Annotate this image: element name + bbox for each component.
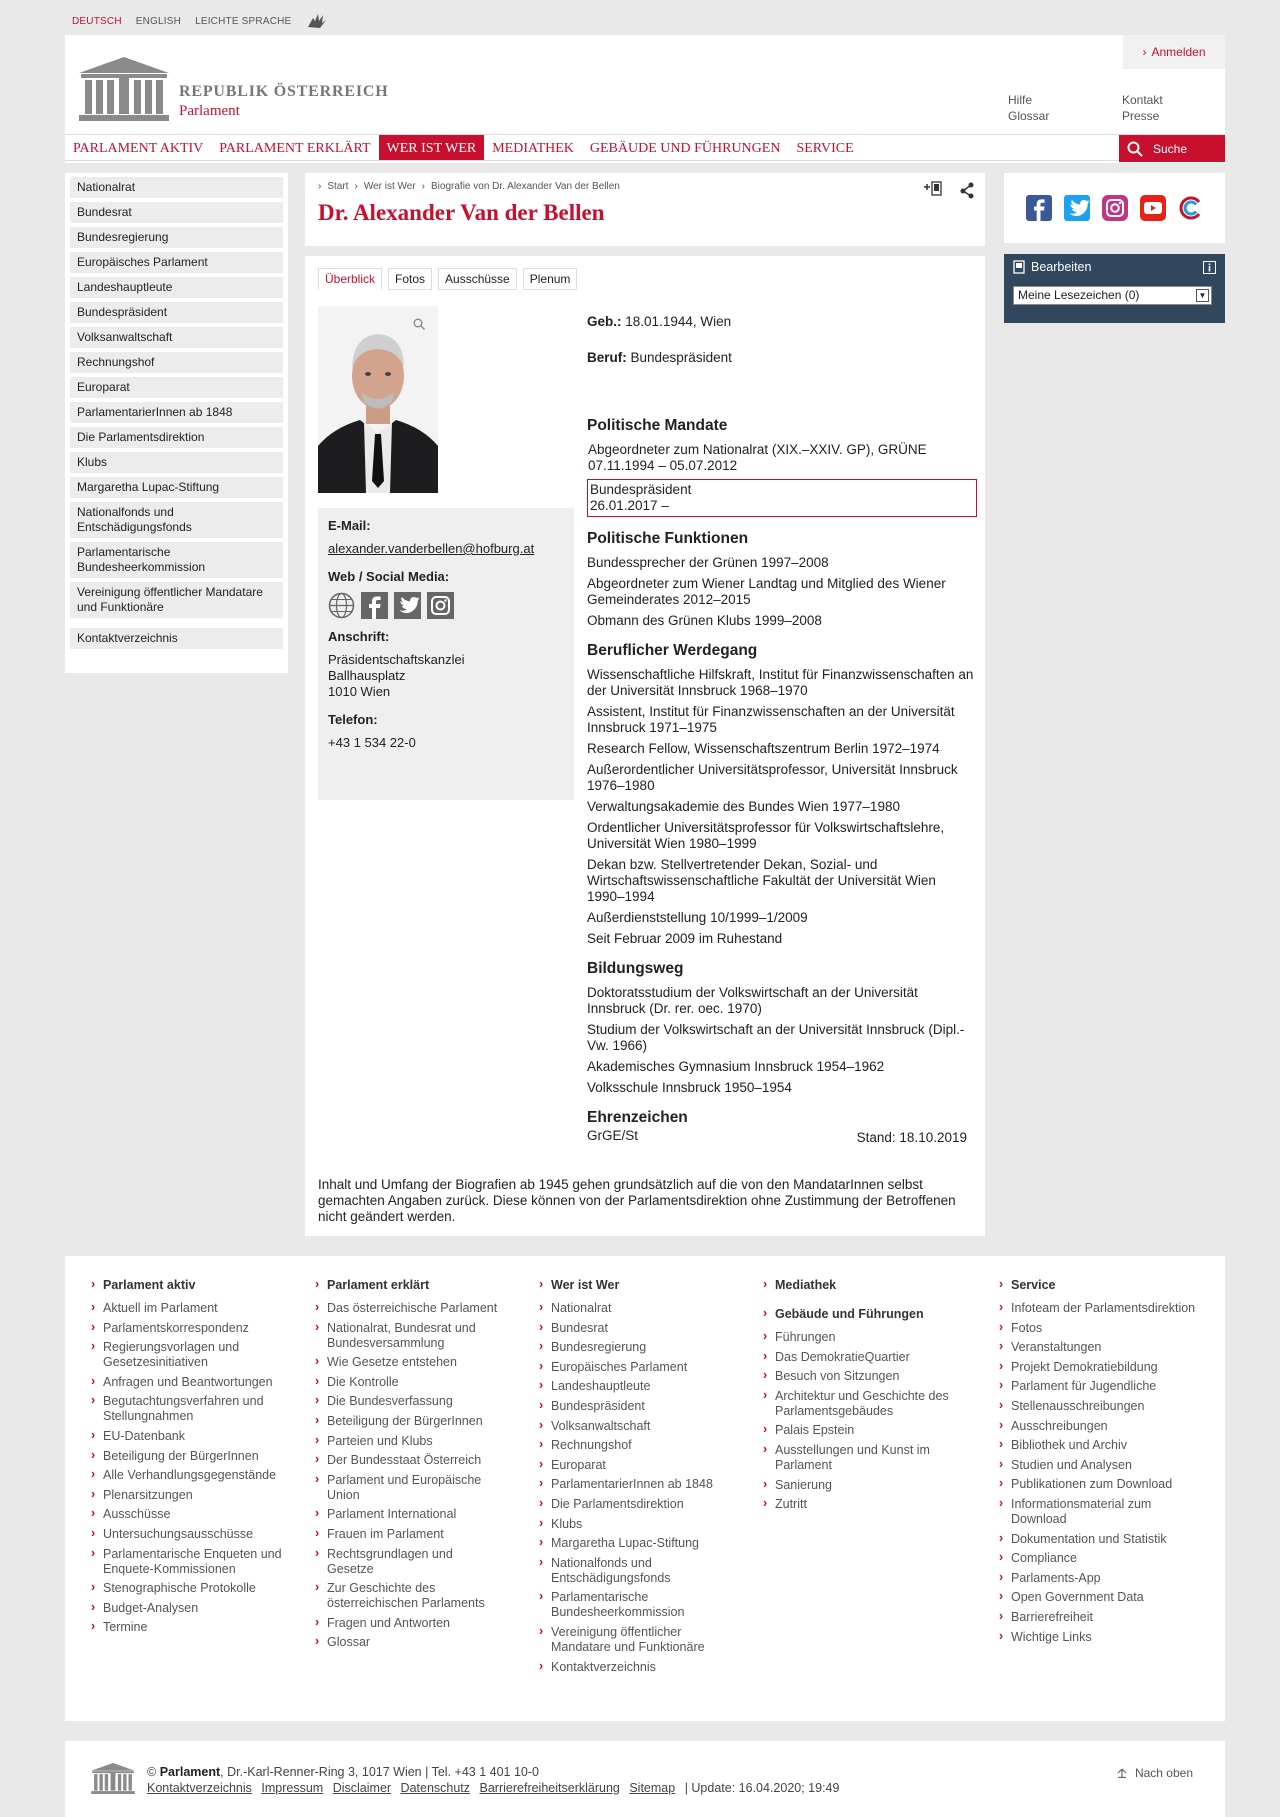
back-to-top-button[interactable] bbox=[1117, 1766, 1193, 1780]
portrait-photo[interactable] bbox=[318, 306, 438, 493]
address-label: Anschrift: bbox=[328, 629, 390, 644]
footer-link[interactable]: › Europarat bbox=[539, 1458, 724, 1473]
footer-link[interactable]: › Der Bundesstaat Österreich bbox=[315, 1453, 500, 1468]
bottom-bar bbox=[65, 1741, 1225, 1817]
mandate-text: Bundespräsident bbox=[590, 482, 692, 497]
list-item: Obmann des Grünen Klubs 1999–2008 bbox=[587, 613, 822, 628]
footer-link[interactable]: › Rechtsgrundlagen und Gesetze bbox=[315, 1547, 500, 1577]
birth-label: Geb.: bbox=[587, 314, 622, 329]
list-item: Bundessprecher der Grünen 1997–2008 bbox=[587, 555, 829, 570]
org-name: Parlament bbox=[159, 1765, 221, 1779]
footer-heading[interactable]: › Parlament erklärt bbox=[315, 1278, 500, 1293]
social-links bbox=[328, 592, 564, 619]
tab-plenum[interactable]: Plenum bbox=[523, 268, 578, 290]
footer-link[interactable]: › Dokumentation und Statistik bbox=[999, 1532, 1199, 1547]
footer-link[interactable]: › Parlamentarische Bundesheerkommission bbox=[539, 1590, 724, 1620]
footer-link[interactable]: › Ausschreibungen bbox=[999, 1419, 1199, 1434]
email-link[interactable]: alexander.vanderbellen@hofburg.at bbox=[328, 541, 535, 556]
imprint-line bbox=[147, 1764, 839, 1780]
nav-service[interactable]: SERVICE bbox=[796, 141, 854, 156]
footer-link[interactable]: › Budget-Analysen bbox=[91, 1601, 301, 1616]
sidebar-item[interactable]: Nationalfonds und Entschädigungsfonds bbox=[70, 502, 283, 538]
add-bookmark-icon[interactable] bbox=[923, 181, 943, 199]
footer-link[interactable]: › Vereinigung öffentlicher Mandatare und Funktionäre bbox=[539, 1625, 724, 1655]
footer-link[interactable]: › Klubs bbox=[539, 1517, 724, 1532]
profession-value: Bundespräsident bbox=[630, 350, 732, 365]
lang-leichte-sprache[interactable]: LEICHTE SPRACHE bbox=[195, 15, 292, 27]
sidebar-item[interactable]: ParlamentarierInnen ab 1848 bbox=[70, 402, 283, 423]
footer-link[interactable]: › Palais Epstein bbox=[763, 1423, 953, 1438]
link-datenschutz[interactable]: Datenschutz bbox=[400, 1781, 471, 1795]
bookmark-panel-title: Bearbeiten bbox=[1031, 260, 1092, 274]
list-item: Akademisches Gymnasium Innsbruck 1954–1962 bbox=[587, 1059, 885, 1074]
address-line: 1010 Wien bbox=[328, 684, 391, 699]
footer-heading[interactable]: › Mediathek bbox=[763, 1278, 953, 1293]
update-date: | Update: 16.04.2020; 19:49 bbox=[684, 1781, 840, 1795]
breadcrumb-current: Biografie von Dr. Alexander Van der Bellen bbox=[431, 181, 620, 192]
footer bbox=[65, 1256, 1225, 1721]
profession-info bbox=[587, 350, 977, 366]
footer-link[interactable]: › Wie Gesetze entstehen bbox=[315, 1355, 500, 1370]
brand-subtitle: Parlament bbox=[179, 103, 240, 119]
list-item: Volksschule Innsbruck 1950–1954 bbox=[587, 1080, 792, 1095]
page-title: Dr. Alexander Van der Bellen bbox=[318, 200, 605, 225]
footer-link[interactable]: › Stellenausschreibungen bbox=[999, 1399, 1199, 1414]
nav-wer-ist-wer[interactable]: WER IST WER bbox=[379, 135, 485, 160]
footer-col-parlament-erklaert bbox=[315, 1278, 500, 1655]
link-glossar[interactable]: Glossar bbox=[1008, 109, 1050, 123]
list-item: Dekan bzw. Stellvertretender Dekan, Sozial- und Wirtschaftswissenschaftliche Fakultät der Universität Wien 1990–1994 bbox=[587, 857, 936, 904]
link-presse[interactable]: Presse bbox=[1122, 109, 1160, 123]
footer-link[interactable]: › Infoteam der Parlamentsdirektion bbox=[999, 1301, 1199, 1316]
tab-ueberblick[interactable]: Überblick bbox=[318, 268, 382, 290]
social-card bbox=[1004, 173, 1225, 243]
nav-mediathek[interactable]: MEDIATHEK bbox=[492, 141, 574, 156]
footer-link[interactable]: › Untersuchungsausschüsse bbox=[91, 1527, 301, 1542]
footer-link[interactable]: › EU-Datenbank bbox=[91, 1429, 301, 1444]
footer-link[interactable]: › Bundespräsident bbox=[539, 1399, 724, 1414]
section-ehrenzeichen: Ehrenzeichen bbox=[587, 1109, 688, 1126]
list-item: Außerordentlicher Universitätsprofessor, Universität Innsbruck 1976–1980 bbox=[587, 762, 958, 793]
instagram-icon[interactable] bbox=[427, 592, 454, 619]
nav-parlament-erklaert[interactable]: PARLAMENT ERKLÄRT bbox=[219, 141, 371, 156]
footer-link[interactable]: › Termine bbox=[91, 1620, 301, 1635]
birth-info bbox=[587, 314, 977, 330]
section-werdegang: Beruflicher Werdegang bbox=[587, 642, 758, 659]
footer-link[interactable]: › Nationalrat bbox=[539, 1301, 724, 1316]
chevron-right-icon: › bbox=[1142, 45, 1147, 59]
footer-link[interactable]: › Das DemokratieQuartier bbox=[763, 1350, 953, 1365]
breadcrumb-start[interactable]: Start bbox=[327, 181, 349, 192]
twitter-icon[interactable] bbox=[394, 592, 421, 619]
list-item: Außerdienststellung 10/1999–1/2009 bbox=[587, 910, 808, 925]
footer-link[interactable]: › Bundesrat bbox=[539, 1321, 724, 1336]
list-item: Verwaltungsakademie des Bundes Wien 1977–1980 bbox=[587, 799, 900, 814]
search-icon bbox=[1127, 141, 1143, 157]
birth-value: 18.01.1944, Wien bbox=[625, 314, 732, 329]
section-funktionen: Politische Funktionen bbox=[587, 530, 749, 547]
footer-link[interactable]: › ParlamentarierInnen ab 1848 bbox=[539, 1477, 724, 1492]
language-bar bbox=[72, 12, 329, 30]
section-bildung: Bildungsweg bbox=[587, 960, 684, 977]
mandate-text: Abgeordneter zum Nationalrat (XIX.–XXIV. GP), GRÜNE bbox=[588, 442, 927, 457]
link-impressum[interactable]: Impressum bbox=[261, 1781, 324, 1795]
sidebar-item[interactable]: Margaretha Lupac-Stiftung bbox=[70, 477, 283, 498]
nav-gebaeude[interactable]: GEBÄUDE UND FÜHRUNGEN bbox=[589, 141, 781, 156]
web-social-label: Web / Social Media: bbox=[328, 569, 450, 584]
footer-link[interactable]: › Besuch von Sitzungen bbox=[763, 1369, 953, 1384]
chevron-down-icon: ▼ bbox=[1196, 289, 1209, 302]
chevron-icon: › bbox=[318, 181, 322, 192]
footer-link[interactable]: › Architektur und Geschichte des Parlamentsgebäudes bbox=[763, 1389, 953, 1419]
sidebar-item[interactable]: Bundesregierung bbox=[70, 227, 283, 248]
footer-link[interactable]: › Beteiligung der BürgerInnen bbox=[315, 1414, 500, 1429]
tab-ausschuesse[interactable]: Ausschüsse bbox=[438, 268, 517, 290]
footer-link[interactable]: › Die Bundesverfassung bbox=[315, 1394, 500, 1409]
footer-link[interactable]: › Kontaktverzeichnis bbox=[539, 1660, 724, 1675]
link-disclaimer[interactable]: Disclaimer bbox=[332, 1781, 392, 1795]
sidebar-item[interactable]: Europäisches Parlament bbox=[70, 252, 283, 273]
footer-link[interactable]: › Begutachtungsverfahren und Stellungnahmen bbox=[91, 1394, 301, 1424]
footer-col-service bbox=[999, 1278, 1199, 1649]
footer-link[interactable]: › Studien und Analysen bbox=[999, 1458, 1199, 1473]
footer-link[interactable]: › Nationalrat, Bundesrat und Bundesversammlung bbox=[315, 1321, 500, 1351]
footer-link[interactable]: › Alle Verhandlungsgegenstände bbox=[91, 1468, 301, 1483]
code-stand-row bbox=[587, 1128, 977, 1144]
tab-fotos[interactable]: Fotos bbox=[388, 268, 432, 290]
footer-link[interactable]: › Parlamentarische Enqueten und Enquete-Kommissionen bbox=[91, 1547, 301, 1577]
footer-link[interactable]: › Compliance bbox=[999, 1551, 1199, 1566]
link-kontakt[interactable]: Kontakt bbox=[1122, 93, 1163, 107]
footer-link[interactable]: › Parlament für Jugendliche bbox=[999, 1379, 1199, 1394]
imprint bbox=[147, 1764, 839, 1796]
footer-link[interactable]: › Sanierung bbox=[763, 1478, 953, 1493]
info-icon[interactable] bbox=[1203, 261, 1216, 274]
sidebar-item[interactable]: Klubs bbox=[70, 452, 283, 473]
footer-link[interactable]: › Wichtige Links bbox=[999, 1630, 1199, 1645]
footer-link[interactable]: › Die Kontrolle bbox=[315, 1375, 500, 1390]
sidebar-item[interactable]: Die Parlamentsdirektion bbox=[70, 427, 283, 448]
footer-link[interactable]: › Bundesregierung bbox=[539, 1340, 724, 1355]
list-item: Doktoratsstudium der Volkswirtschaft an der Universität Innsbruck (Dr. rer. oec. 1970) bbox=[587, 985, 918, 1016]
sidebar-item[interactable]: Landeshauptleute bbox=[70, 277, 283, 298]
biography-content bbox=[305, 256, 985, 1236]
twitter-icon[interactable] bbox=[1064, 195, 1090, 221]
copyright-symbol: © bbox=[147, 1765, 157, 1779]
mandate-period: 07.11.1994 – 05.07.2012 bbox=[588, 458, 738, 473]
footer-link[interactable]: › Das österreichische Parlament bbox=[315, 1301, 500, 1316]
sidebar-item[interactable]: Bundespräsident bbox=[70, 302, 283, 323]
zoom-icon[interactable] bbox=[413, 318, 425, 330]
footer-link[interactable]: › Parlament und Europäische Union bbox=[315, 1473, 500, 1503]
footer-link[interactable]: › Europäisches Parlament bbox=[539, 1360, 724, 1375]
footer-col-wer-ist-wer bbox=[539, 1278, 724, 1679]
link-hilfe[interactable]: Hilfe bbox=[1008, 93, 1033, 107]
footer-link[interactable]: › Aktuell im Parlament bbox=[91, 1301, 301, 1316]
org-address: , Dr.-Karl-Renner-Ring 3, 1017 Wien | Tel. +43 1 401 10-0 bbox=[220, 1765, 539, 1779]
footer-link[interactable]: › Parlaments-App bbox=[999, 1571, 1199, 1586]
party-code: GrGE/St bbox=[587, 1128, 639, 1143]
tab-bar bbox=[318, 268, 577, 290]
footer-heading[interactable]: › Gebäude und Führungen bbox=[763, 1307, 953, 1322]
sidebar-item[interactable]: Vereinigung öffentlicher Mandatare und Funktionäre bbox=[70, 582, 283, 618]
contact-box bbox=[318, 508, 574, 800]
sign-language-icon[interactable] bbox=[305, 12, 329, 30]
footer-link[interactable]: › Open Government Data bbox=[999, 1590, 1199, 1605]
footer-link[interactable]: › Informationsmaterial zum Download bbox=[999, 1497, 1199, 1527]
footer-link[interactable]: › Landeshauptleute bbox=[539, 1379, 724, 1394]
site-header bbox=[65, 35, 1225, 163]
link-barrierefreiheit[interactable]: Barrierefreiheitserklärung bbox=[479, 1781, 620, 1795]
footer-link[interactable]: › Frauen im Parlament bbox=[315, 1527, 500, 1542]
footer-col-mediathek bbox=[763, 1278, 953, 1517]
footer-link[interactable]: › Nationalfonds und Entschädigungsfonds bbox=[539, 1556, 724, 1586]
chevron-icon: › bbox=[354, 181, 358, 192]
login-label: Anmelden bbox=[1151, 45, 1206, 59]
footer-link[interactable]: › Rechnungshof bbox=[539, 1438, 724, 1453]
list-item: Studium der Volkswirtschaft an der Universität Innsbruck (Dipl.-Vw. 1966) bbox=[587, 1022, 965, 1053]
main-nav bbox=[65, 134, 1225, 161]
list-item: Wissenschaftliche Hilfskraft, Institut für Finanzwissenschaften an der Universität Innsbruck 1968–1970 bbox=[587, 667, 974, 698]
sidebar-item[interactable]: Rechnungshof bbox=[70, 352, 283, 373]
footer-link[interactable]: › Glossar bbox=[315, 1635, 500, 1650]
bookmark-panel-header bbox=[1013, 260, 1216, 274]
email-label: E-Mail: bbox=[328, 518, 371, 533]
biography-details bbox=[587, 314, 977, 1144]
footer-link[interactable]: › Bibliothek und Archiv bbox=[999, 1438, 1199, 1453]
sidebar bbox=[65, 173, 288, 673]
footer-heading[interactable]: › Parlament aktiv bbox=[91, 1278, 301, 1293]
footer-link[interactable]: › Volksanwaltschaft bbox=[539, 1419, 724, 1434]
footer-heading[interactable]: › Service bbox=[999, 1278, 1199, 1293]
footer-link[interactable]: › Führungen bbox=[763, 1330, 953, 1345]
lang-deutsch[interactable]: DEUTSCH bbox=[72, 15, 122, 27]
parliament-logo[interactable] bbox=[79, 55, 169, 121]
list-item: Assistent, Institut für Finanzwissenschaften an der Universität Innsbruck 1971–1975 bbox=[587, 704, 955, 735]
brand[interactable] bbox=[179, 83, 388, 120]
list-item: Abgeordneter zum Wiener Landtag und Mitglied des Wiener Gemeinderates 2012–2015 bbox=[587, 576, 946, 607]
footer-link[interactable]: › Ausstellungen und Kunst im Parlament bbox=[763, 1443, 953, 1473]
header-links-right bbox=[1122, 92, 1163, 124]
footer-link[interactable]: › Veranstaltungen bbox=[999, 1340, 1199, 1355]
footer-link[interactable]: › Parteien und Klubs bbox=[315, 1434, 500, 1449]
header-links-left bbox=[1008, 92, 1049, 124]
list-item: Seit Februar 2009 im Ruhestand bbox=[587, 931, 783, 946]
phone-label: Telefon: bbox=[328, 712, 378, 727]
brand-title: REPUBLIK ÖSTERREICH bbox=[179, 83, 389, 100]
instagram-icon[interactable] bbox=[1102, 195, 1128, 221]
address-line: Präsidentschaftskanzlei bbox=[328, 652, 465, 667]
sidebar-item[interactable]: Parlamentarische Bundesheerkommission bbox=[70, 542, 283, 578]
footer-link[interactable]: › Anfragen und Beantwortungen bbox=[91, 1375, 301, 1390]
footer-link[interactable]: › Regierungsvorlagen und Gesetzesinitiativen bbox=[91, 1340, 301, 1370]
share-icon[interactable] bbox=[959, 181, 975, 199]
facebook-icon[interactable] bbox=[1026, 195, 1052, 221]
disclaimer: Inhalt und Umfang der Biografien ab 1945 gehen grundsätzlich auf die von den MandatarInnen selbst gemachten Angaben zurück. Diese können von der Parlamentsdirektion ohne Zustimmung der Betroffenen nicht geändert werden. bbox=[318, 1177, 956, 1224]
parliament-app-icon[interactable] bbox=[1178, 195, 1204, 221]
mandate-entry-current bbox=[587, 479, 977, 517]
footer-link[interactable]: › Plenarsitzungen bbox=[91, 1488, 301, 1503]
list-item: Ordentlicher Universitätsprofessor für Volkswirtschaftslehre, Universität Wien 1980–1999 bbox=[587, 820, 945, 851]
sidebar-item[interactable]: Nationalrat bbox=[70, 177, 283, 198]
mandate-period: 26.01.2017 – bbox=[590, 498, 669, 513]
sidebar-item[interactable]: Bundesrat bbox=[70, 202, 283, 223]
phone-number: +43 1 534 22-0 bbox=[328, 735, 416, 750]
bookmark-icon bbox=[1013, 260, 1025, 274]
footer-link[interactable]: › Zur Geschichte des österreichischen Parlaments bbox=[315, 1581, 500, 1611]
search-button[interactable] bbox=[1119, 135, 1225, 162]
youtube-icon[interactable] bbox=[1140, 195, 1166, 221]
footer-link[interactable]: › Parlament International bbox=[315, 1507, 500, 1522]
footer-link[interactable]: › Stenographische Protokolle bbox=[91, 1581, 301, 1596]
footer-link[interactable]: › Fotos bbox=[999, 1321, 1199, 1336]
footer-link[interactable]: › Margaretha Lupac-Stiftung bbox=[539, 1536, 724, 1551]
link-sitemap[interactable]: Sitemap bbox=[629, 1781, 676, 1795]
login-button[interactable] bbox=[1123, 35, 1225, 69]
sidebar-item[interactable]: Europarat bbox=[70, 377, 283, 398]
imprint-links bbox=[147, 1780, 839, 1796]
globe-icon[interactable] bbox=[328, 592, 355, 619]
bookmarks-select[interactable] bbox=[1013, 286, 1212, 305]
footer-link[interactable]: › Publikationen zum Download bbox=[999, 1477, 1199, 1492]
sidebar-item[interactable]: Kontaktverzeichnis bbox=[70, 628, 283, 649]
bookmarks-select-value: Meine Lesezeichen (0) bbox=[1018, 288, 1140, 302]
footer-link[interactable]: › Fragen und Antworten bbox=[315, 1616, 500, 1631]
footer-link[interactable]: › Die Parlamentsdirektion bbox=[539, 1497, 724, 1512]
profession-label: Beruf: bbox=[587, 350, 627, 365]
breadcrumb bbox=[318, 181, 972, 192]
footer-link[interactable]: › Zutritt bbox=[763, 1497, 953, 1512]
chevron-icon: › bbox=[421, 181, 426, 192]
address-line: Ballhausplatz bbox=[328, 668, 406, 683]
title-card bbox=[305, 173, 985, 246]
footer-link[interactable]: › Ausschüsse bbox=[91, 1507, 301, 1522]
footer-link[interactable]: › Parlamentskorrespondenz bbox=[91, 1321, 301, 1336]
footer-link[interactable]: › Projekt Demokratiebildung bbox=[999, 1360, 1199, 1375]
lang-english[interactable]: ENGLISH bbox=[135, 15, 182, 27]
link-kontaktverzeichnis[interactable]: Kontaktverzeichnis bbox=[147, 1781, 252, 1795]
footer-link[interactable]: › Beteiligung der BürgerInnen bbox=[91, 1449, 301, 1464]
mandate-entry bbox=[587, 442, 977, 474]
parliament-logo-small[interactable] bbox=[91, 1762, 135, 1794]
section-mandate: Politische Mandate bbox=[587, 417, 728, 434]
list-item: Research Fellow, Wissenschaftszentrum Berlin 1972–1974 bbox=[587, 741, 940, 756]
bookmark-panel bbox=[1004, 254, 1225, 323]
back-to-top-label: Nach oben bbox=[1134, 1766, 1193, 1780]
nav-parlament-aktiv[interactable]: PARLAMENT AKTIV bbox=[73, 141, 204, 156]
footer-col-parlament-aktiv bbox=[91, 1278, 301, 1640]
footer-heading[interactable]: › Wer ist Wer bbox=[539, 1278, 724, 1293]
footer-link[interactable]: › Barrierefreiheit bbox=[999, 1610, 1199, 1625]
arrow-up-icon bbox=[1117, 1768, 1127, 1778]
search-label: Suche bbox=[1153, 141, 1188, 156]
address bbox=[328, 652, 564, 700]
stand-date: Stand: 18.10.2019 bbox=[856, 1130, 967, 1145]
breadcrumb-wer-ist-wer[interactable]: Wer ist Wer bbox=[363, 181, 416, 192]
title-actions bbox=[923, 181, 975, 199]
sidebar-item[interactable]: Volksanwaltschaft bbox=[70, 327, 283, 348]
facebook-icon[interactable] bbox=[361, 592, 388, 619]
